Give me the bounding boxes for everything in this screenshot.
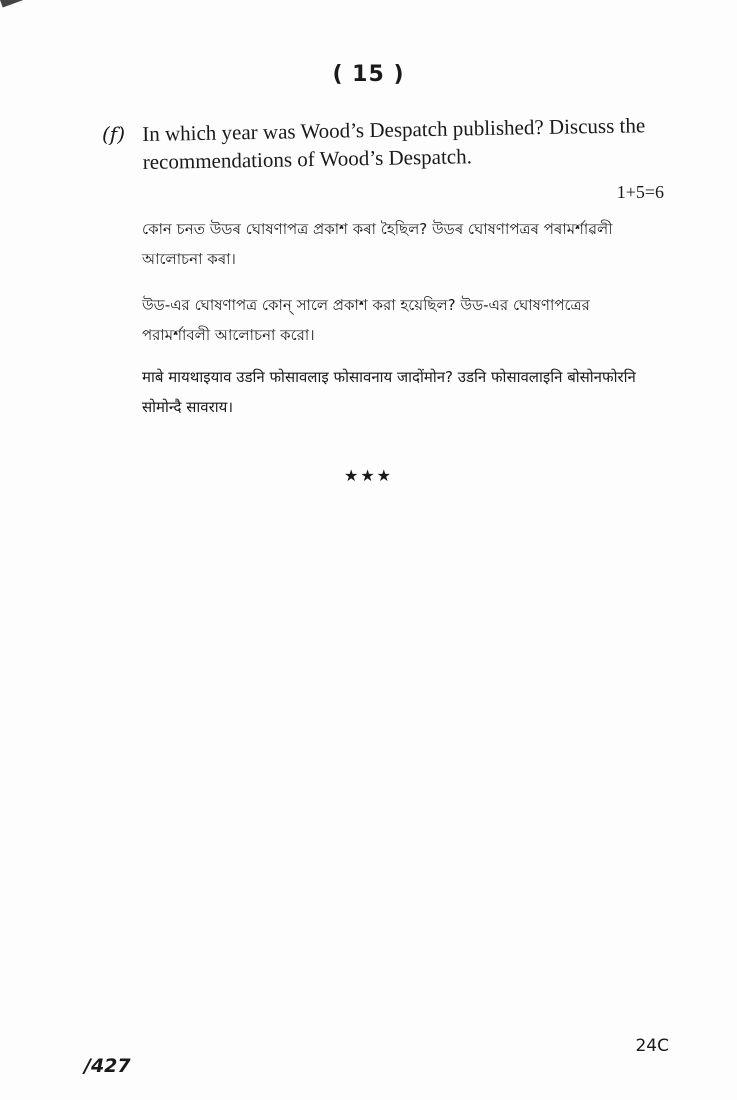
- question-label: (f): [102, 122, 126, 146]
- bodo-translation: माबे मायथाइयाव उडनि फोसावलाइ फोसावनाय जादोंमोन? उडनि फोसावलाइनि बोसोनफोरनि सोमोन्दै सावराय।: [142, 368, 636, 416]
- assamese-translation: কোন চনত উডৰ ঘোষণাপত্ৰ প্ৰকাশ কৰা হৈছিল? উডৰ ঘোষণাপত্ৰৰ পৰামৰ্শাৱলী আলোচনা কৰা।: [142, 220, 613, 268]
- paper-series: 24C: [635, 1036, 669, 1056]
- bengali-translation: উড-এর ঘোষণাপত্র কোন্ সালে প্রকাশ করা হয়েছিল? উড-এর ঘোষণাপত্রের পরামর্শাবলী আলোচনা করো।: [142, 296, 590, 344]
- paper-code: /427: [84, 1055, 131, 1077]
- question-english-text: In which year was Wood’s Despatch published? Discuss the recommendations of Wood’s Despatch.: [142, 113, 646, 174]
- question-marks: 1+5=6: [616, 182, 664, 202]
- page-number: ( 15 ): [332, 62, 405, 87]
- corner-smudge: [0, 0, 25, 8]
- end-of-paper-stars: ★★★: [343, 466, 394, 485]
